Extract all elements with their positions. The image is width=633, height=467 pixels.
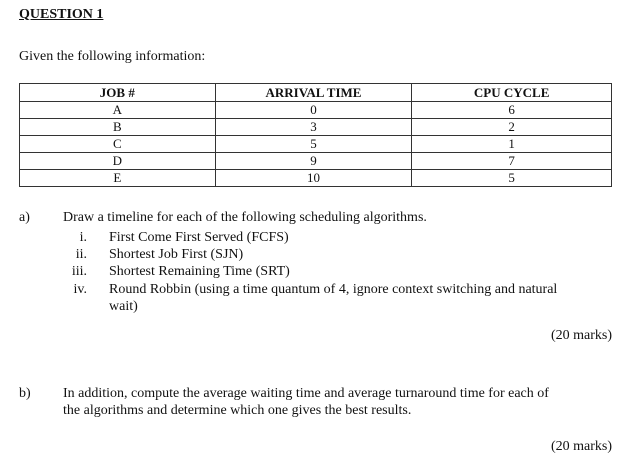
- arrival-cell: 5: [215, 136, 412, 153]
- cpu-cell: 7: [412, 153, 612, 170]
- table-row: [20, 102, 612, 119]
- arrival-cell: 3: [215, 119, 412, 136]
- item-number: iv.: [73, 282, 87, 297]
- arrival-cell: 0: [215, 102, 412, 119]
- intro-text: Given the following information:: [19, 49, 206, 64]
- part-b-line-2: the algorithms and determine which one gives the best results.: [63, 403, 412, 418]
- item-text-continuation: wait): [109, 299, 138, 314]
- job-table: [19, 83, 612, 187]
- item-text: First Come First Served (FCFS): [109, 230, 289, 245]
- job-cell: C: [20, 136, 216, 153]
- part-b-marks: (20 marks): [550, 439, 612, 454]
- table-row: [20, 119, 612, 136]
- cpu-cell: 6: [412, 102, 612, 119]
- table-header-row: [20, 84, 612, 102]
- item-number: iii.: [71, 264, 87, 279]
- item-number: ii.: [75, 247, 87, 262]
- job-cell: A: [20, 102, 216, 119]
- item-text: Shortest Job First (SJN): [109, 247, 244, 262]
- part-a-label: a): [19, 210, 30, 225]
- part-b-line-1: In addition, compute the average waiting time and average turnaround time for each of: [63, 386, 549, 401]
- cpu-cell: 2: [412, 119, 612, 136]
- job-cell: E: [20, 170, 216, 187]
- part-b-label: b): [19, 386, 31, 401]
- part-a-marks: (20 marks): [550, 328, 612, 343]
- cpu-cell: 5: [412, 170, 612, 187]
- table-row: [20, 136, 612, 153]
- arrival-cell: 9: [215, 153, 412, 170]
- job-cell: B: [20, 119, 216, 136]
- header-cpu-cycle: CPU CYCLE: [412, 84, 612, 102]
- header-job: JOB #: [20, 84, 216, 102]
- cpu-cell: 1: [412, 136, 612, 153]
- job-cell: D: [20, 153, 216, 170]
- item-number: i.: [79, 230, 87, 245]
- table-row: [20, 153, 612, 170]
- part-a-text: Draw a timeline for each of the following scheduling algorithms.: [63, 210, 427, 225]
- header-arrival-time: ARRIVAL TIME: [215, 84, 412, 102]
- question-title: QUESTION 1: [19, 7, 104, 22]
- item-text: Round Robbin (using a time quantum of 4, ignore context switching and natural: [109, 282, 558, 297]
- item-text: Shortest Remaining Time (SRT): [109, 264, 290, 279]
- table-row: [20, 170, 612, 187]
- arrival-cell: 10: [215, 170, 412, 187]
